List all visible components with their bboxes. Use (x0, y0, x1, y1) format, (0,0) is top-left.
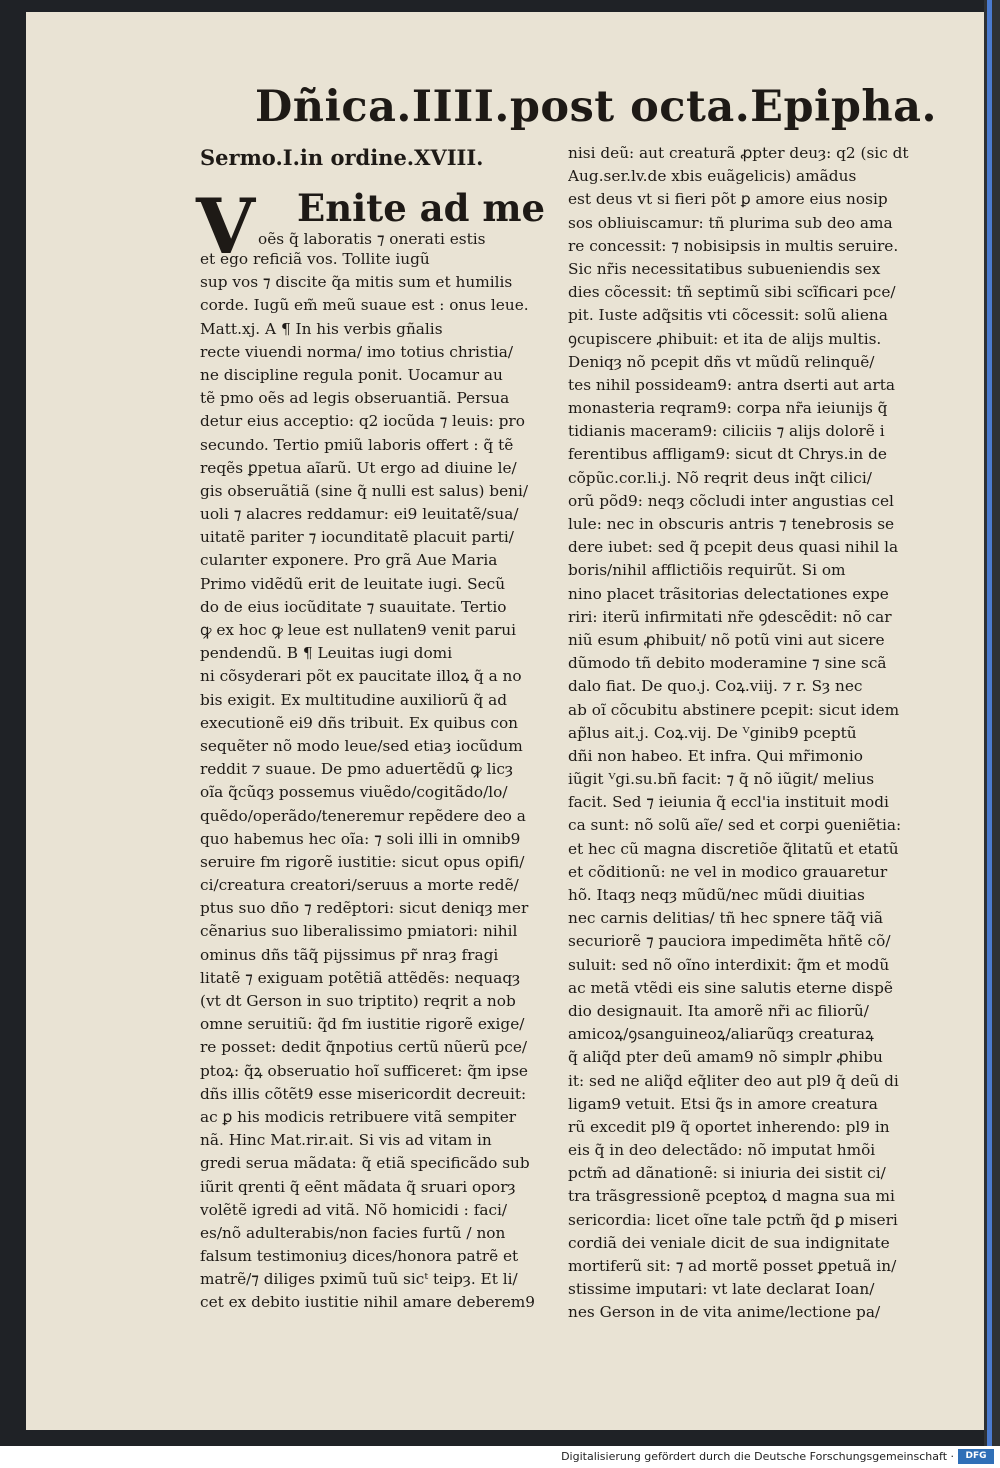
text-line: omne seruitiũ: q̃d fm iustitie rigorẽ exige/ (200, 1015, 525, 1034)
text-line: pendendũ. B ¶ Leuitas iugi domi (200, 644, 453, 663)
text-line: dũmodo tñ debito moderamine ⁊ sine scã (568, 654, 887, 673)
text-line: matrẽ/⁊ diliges pximũ tuũ sicᵗ teipȝ. Et li/ (200, 1270, 518, 1289)
text-line: ac metã vtẽdi eis sine salutis eterne dispẽ (568, 978, 893, 997)
text-line: Aug.ser.lv.de xbis euãgelicis) amãdus (568, 167, 857, 186)
text-line: monasteria reqram9: corpa nr̃a ieiunijs q̃ (568, 399, 888, 418)
text-line: sequẽter nõ modo leue/sed etiaȝ iocũdum (200, 736, 523, 755)
text-line: ptus suo dño ⁊ redẽptori: sicut deniqȝ mer (200, 899, 529, 918)
text-line: sup vos ⁊ discite q̃a mitis sum et humilis (200, 273, 513, 292)
text-line: riri: iterũ infirmitati nr̃e ꝯdescẽdit: nõ car (568, 607, 892, 626)
text-line: bis exigit. Ex multitudine auxiliorũ q̃ ad (200, 690, 507, 709)
text-line: cet ex debito iustitie nihil amare deberem9 (200, 1293, 536, 1312)
text-line: reqẽs ꝑpetua aĩarũ. Ut ergo ad diuine le/ (200, 458, 517, 477)
text-line: do de eius iocũditate ⁊ suauitate. Tertio (200, 597, 507, 616)
text-line: sos obliuiscamur: tñ plurima sub deo ama (568, 213, 893, 232)
text-line: recte viuendi norma/ imo totius christia/ (200, 342, 514, 361)
text-line: iũgit ⱽgi.su.bñ facit: ⁊ q̃ nõ iũgit/ melius (568, 770, 875, 789)
text-line: ap̃lus ait.j. Coꝝ.vij. De ⱽginib9 pceptũ (568, 723, 857, 742)
binding-strip (987, 0, 992, 1446)
right-column (568, 142, 958, 1325)
text-line: Primo vidẽdũ erit de leuitate iugi. Secũ (200, 574, 506, 593)
text-line: amicoꝝ/ꝯsanguineoꝝ/aliarũqȝ creaturaꝝ (568, 1025, 874, 1044)
text-line: uitatẽ pariter ⁊ iocunditatẽ placuit parti/ (200, 528, 514, 547)
text-line: litatẽ ⁊ exiguam potẽtiã attẽdẽs: nequaqȝ (200, 968, 521, 987)
text-line: ci/creatura creatori/seruus a morte redẽ/ (200, 876, 519, 895)
text-line: tes nihil possideam9: antra dserti aut arta (568, 375, 895, 394)
text-line: lule: nec in obscuris antris ⁊ tenebrosis se (568, 515, 895, 533)
text-line: reddit ⁊ suaue. De pmo aduertẽdũ ꝙ licȝ (200, 760, 513, 779)
text-line: tẽ pmo oẽs ad legis obseruantiã. Persua (200, 389, 510, 408)
text-line: stissime imputari: vt late declarat Ioan/ (568, 1280, 875, 1299)
text-line: corde. Iugũ em̃ meũ suaue est : onus leue. (200, 296, 529, 315)
text-line: re concessit: ⁊ nobisipsis in multis seruire. (568, 236, 899, 255)
text-line: ni cõsyderari põt ex paucitate illoꝝ q̃ a no (200, 667, 522, 686)
text-line: dies cõcessit: tñ septimũ sibi scĩficari pce/ (568, 283, 896, 302)
text-line: cẽnarius suo liberalissimo pmiatori: nihil (200, 922, 518, 941)
text-line: facit. Sed ⁊ ieiunia q̃ eccl'ia instituit modi (568, 793, 889, 812)
text-line: dñs illis cõtẽt9 esse misericordit decreuit: (200, 1084, 527, 1103)
text-line: iũrit qrenti q̃ eẽnt mãdata q̃ sruari oporȝ (200, 1177, 516, 1196)
text-line: seruire fm rigorẽ iustitie: sicut opus opifi/ (200, 852, 525, 871)
text-line: sericordia: licet oĩne tale pctm̃ q̃d ꝑ miseri (568, 1210, 898, 1229)
text-line: Matt.xj. A ¶ In his verbis gñalis (200, 319, 443, 338)
text-line: secundo. Tertio pmiũ laboris offert : q̃ tẽ (200, 435, 514, 454)
page-header: Dñica.IIII.post octa.Epipha. (255, 82, 938, 132)
opening-line: oẽs q̃ laboratis ⁊ onerati estis (258, 230, 486, 248)
text-line: securiorẽ ⁊ pauciora impedimẽta hñtẽ cõ/ (568, 932, 891, 951)
text-line: uoli ⁊ alacres reddamur: ei9 leuitatẽ/sua/ (200, 505, 519, 524)
text-line: rũ excedit pl9 q̃ oportet inherendo: pl9 in (568, 1117, 890, 1136)
sermon-heading: Sermo.I.in ordine.XVIII. (200, 145, 484, 170)
funding-notice: Digitalisierung gefördert durch die Deutsche Forschungsgemeinschaft · (561, 1450, 954, 1463)
text-line: Deniqȝ nõ pcepit dñs vt mũdũ relinquẽ/ (568, 352, 875, 371)
text-line: nisi deũ: aut creaturã ꝓpter deuȝ: q2 (sic dt (568, 144, 909, 162)
text-line: et hec cũ magna discretiõe q̃litatũ et etatũ (568, 839, 899, 858)
text-line: re posset: dedit q̃npotius certũ nũerũ pce/ (200, 1038, 528, 1057)
text-line: nino placet trãsitorias delectationes expe (568, 584, 889, 603)
text-line: gis obseruãtiã (sine q̃ nulli est salus) beni/ (200, 481, 529, 500)
text-line: dñi non habeo. Et infra. Qui mr̃imonio (568, 746, 863, 765)
text-line: orũ põd9: neqȝ cõcludi inter angustias cel (568, 491, 894, 510)
left-column (200, 248, 555, 1315)
text-line: ꝙ ex hoc ꝙ leue est nullaten9 venit parui (200, 621, 517, 639)
text-line: nes Gerson in de vita anime/lectione pa/ (568, 1303, 881, 1322)
text-line: detur eius acceptio: q2 iocũda ⁊ leuis: pro (200, 412, 525, 431)
text-line: (vt dt Gerson in suo triptito) reqrit a nob (200, 992, 516, 1010)
text-line: cularıter exponere. Pro grã Aue Maria (200, 551, 498, 570)
text-line: cõpũc.cor.li.j. Nõ reqrit deus inq̃t cilici/ (568, 468, 872, 487)
footer-bar (0, 1446, 1000, 1468)
text-line: tidianis maceram9: ciliciis ⁊ alijs dolorẽ i (568, 422, 885, 441)
text-line: ominus dñs tãq̃ pijssimus pr̃ nraȝ fragi (200, 945, 499, 964)
text-line: eis q̃ in deo delectãdo: nõ imputat hmõi (568, 1141, 876, 1160)
text-line: es/nõ adulterabis/non facies furtũ / non (200, 1223, 506, 1242)
text-line: dalo fiat. De quo.j. Coꝝ.viij. ⁊ r. Sȝ nec (568, 677, 863, 696)
text-line: Sic nr̃is necessitatibus subueniendis sex (568, 259, 881, 278)
text-line: ferentibus affligam9: sicut dt Chrys.in de (568, 445, 887, 464)
text-line: dere iubet: sed q̃ pcepit deus quasi nihil la (568, 538, 899, 557)
text-line: oĩa q̃cũqȝ possemus viuẽdo/cogitãdo/lo/ (200, 783, 508, 802)
text-line: hõ. Itaqȝ neqȝ mũdũ/nec mũdi diuitias (568, 886, 865, 904)
text-line: et cõditionũ: ne vel in modico grauaretur (568, 862, 888, 881)
binding-edge (984, 0, 1000, 1446)
text-line: falsum testimoniuȝ dices/honora patrẽ et (200, 1247, 519, 1266)
text-line: ne discipline regula ponit. Uocamur au (200, 365, 503, 384)
text-line: ptoꝝ: q̃ꝝ obseruatio hoĩ sufficeret: q̃m ipse (200, 1061, 528, 1080)
text-line: nã. Hinc Mat.rir.ait. Si vis ad vitam in (200, 1131, 492, 1150)
text-line: pit. Iuste adq̃sitis vti cõcessit: solũ aliena (568, 306, 888, 325)
text-line: boris/nihil afflictiõis requirũt. Si om (568, 561, 846, 580)
text-line: q̃ aliq̃d pter deũ amam9 nõ simplr ꝓhibu (568, 1048, 883, 1067)
text-line: volẽtẽ igredi ad vitã. Nõ homicidi : faci/ (200, 1200, 508, 1219)
text-line: ligam9 vetuit. Etsi q̃s in amore creatura (568, 1094, 878, 1113)
text-line: executionẽ ei9 dñs tribuit. Ex quibus con (200, 713, 519, 732)
text-line: cordiã dei veniale dicit de sua indignitate (568, 1233, 890, 1252)
text-line: tra trãsgressionẽ pceptoꝝ d magna sua mi (568, 1187, 895, 1206)
text-line: ꝯcupiscere ꝓhibuit: et ita de alijs multis. (568, 329, 882, 348)
text-line: dio designauit. Ita amorẽ nr̃i ac filiorũ/ (568, 1001, 869, 1020)
text-line: est deus vt si fieri põt ꝑ amore eius nosip (568, 190, 888, 209)
text-line: quo habemus hec oĩa: ⁊ soli illi in omnib9 (200, 829, 521, 848)
initial-letter: V (196, 182, 255, 271)
text-line: it: sed ne aliq̃d eq̃liter deo aut pl9 q̃ deũ di (568, 1071, 899, 1090)
text-line: et ego reficiã vos. Tollite iugũ (200, 250, 430, 268)
text-line: quẽdo/operãdo/teneremur repẽdere deo a (200, 806, 526, 825)
text-line: ca sunt: nõ solũ aĩe/ sed et corpi ꝯueniẽtia: (568, 816, 902, 835)
text-line: mortiferũ sit: ⁊ ad mortẽ posset ꝑpetuã in/ (568, 1257, 897, 1275)
dfg-logo: DFG (958, 1449, 994, 1464)
text-line: ab oĩ cõcubitu abstinere pcepit: sicut idem (568, 700, 900, 719)
text-line: pctm̃ ad dãnationẽ: si iniuria dei sistit ci/ (568, 1164, 886, 1183)
text-line: suluit: sed nõ oĩno interdixit: q̃m et modũ (568, 955, 890, 974)
opening-words: Enite ad me (297, 186, 546, 230)
text-line: nec carnis delitias/ tñ hec spnere tãq̃ viã (568, 909, 883, 928)
text-line: niũ esum ꝓhibuit/ nõ potũ vini aut sicere (568, 630, 885, 649)
text-line: gredi serua mãdata: q̃ etiã specificãdo sub (200, 1154, 530, 1173)
text-line: ac ꝑ his modicis retribuere vitã sempiter (200, 1107, 517, 1126)
